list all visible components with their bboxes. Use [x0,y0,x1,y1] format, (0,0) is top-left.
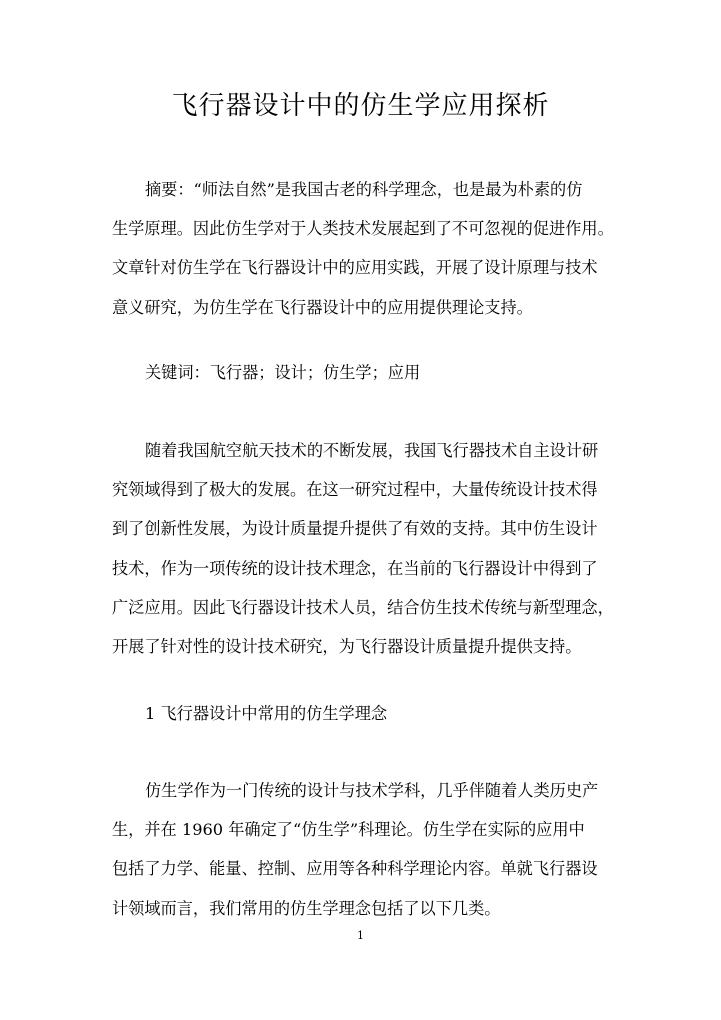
section-line: 计领域而言，我们常用的仿生学理念包括了以下几类。 [112,898,501,918]
abstract-paragraph [112,170,612,327]
intro-line: 开展了针对性的设计技术研究，为飞行器设计质量提升提供支持。 [112,636,582,656]
section-paragraph [112,771,612,928]
keywords-paragraph [112,353,612,392]
section-line: 包括了力学、能量、控制、应用等各种科学理论内容。单就飞行器设 [112,859,598,879]
intro-line: 到了创新性发展，为设计质量提升提供了有效的支持。其中仿生设计 [112,519,598,539]
page-number: 1 [357,929,364,942]
intro-line: 究领域得到了极大的发展。在这一研究过程中，大量传统设计技术得 [112,480,598,500]
section-heading-text: 1 飞行器设计中常用的仿生学理念 [145,704,388,723]
section-line: 生，并在 1960 年确定了“仿生学”科理论。仿生学在实际的应用中 [112,820,585,840]
keywords-line: 关键词：飞行器；设计；仿生学；应用 [145,363,421,382]
abstract-line: 文章针对仿生学在飞行器设计中的应用实践，开展了设计原理与技术 [112,258,598,278]
intro-line: 技术，作为一项传统的设计技术理念，在当前的飞行器设计中得到了 [112,558,598,578]
abstract-line: 意义研究，为仿生学在飞行器设计中的应用提供理论支持。 [112,297,533,317]
abstract-line: 摘要：“师法自然”是我国古老的科学理念，也是最为朴素的仿 [145,180,583,199]
abstract-line: 生学原理。因此仿生学对于人类技术发展起到了不可忽视的促进作用。 [112,219,614,239]
intro-line: 随着我国航空航天技术的不断发展，我国飞行器技术自主设计研 [145,441,599,460]
section-line: 仿生学作为一门传统的设计与技术学科，几乎伴随着人类历史产 [145,781,599,800]
section-heading [112,694,612,733]
intro-paragraph [112,431,612,666]
document-title: 飞行器设计中的仿生学应用探析 [171,91,550,121]
intro-line: 广泛应用。因此飞行器设计技术人员，结合仿生技术传统与新型理念， [112,597,614,617]
